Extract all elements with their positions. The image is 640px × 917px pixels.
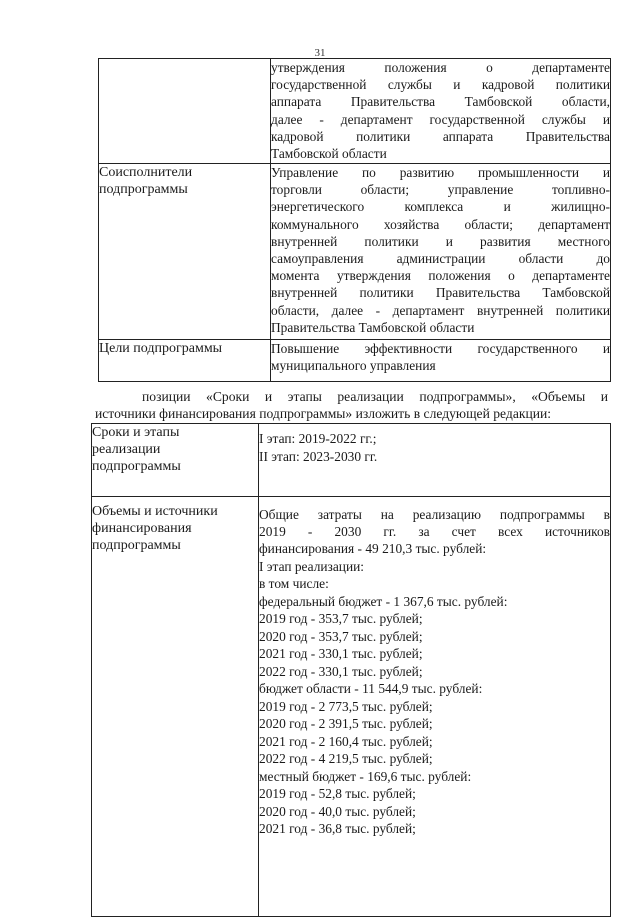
row-value-cell xyxy=(271,340,611,382)
label-line: Сроки и этапы xyxy=(92,425,180,440)
text-line: 2022 год - 330,1 тыс. рублей; xyxy=(259,663,423,679)
text-line: муниципального управления xyxy=(271,358,436,374)
text-line: 2019 год - 2 773,5 тыс. рублей; xyxy=(259,698,433,714)
text-line: Тамбовской области xyxy=(271,146,387,162)
text-line: бюджет области - 11 544,9 тыс. рублей: xyxy=(259,681,483,697)
table-row xyxy=(92,424,611,497)
text-line: 2022 год - 4 219,5 тыс. рублей; xyxy=(259,751,433,767)
text-line: 2019 год - 353,7 тыс. рублей; xyxy=(259,611,423,627)
text-line: 2021 год - 330,1 тыс. рублей; xyxy=(259,646,423,662)
row-value-cell xyxy=(271,59,611,164)
row-label-cell xyxy=(92,497,259,917)
label-line: Соисполнители xyxy=(99,165,193,180)
text-line: 2020 год - 40,0 тыс. рублей; xyxy=(259,803,416,819)
text-line: 2020 год - 353,7 тыс. рублей; xyxy=(259,628,423,644)
text-line: 2019 год - 52,8 тыс. рублей; xyxy=(259,786,416,802)
text-line: Правительства Тамбовской области xyxy=(271,319,475,335)
label-line: подпрограммы xyxy=(92,459,181,474)
label-line: подпрограммы xyxy=(99,182,188,197)
table-row xyxy=(92,497,611,917)
text-line: 2021 год - 2 160,4 тыс. рублей; xyxy=(259,733,433,749)
table-row xyxy=(99,340,611,382)
text-line: аппарата Правительства Тамбовской области, xyxy=(271,94,610,110)
row-label-cell xyxy=(99,164,271,340)
text-line: I этап реализации: xyxy=(259,558,365,574)
table-row xyxy=(99,164,611,340)
subprogram-passport-table-top xyxy=(98,58,611,382)
label-line: подпрограммы xyxy=(92,538,181,553)
text-line: кадровой политики аппарата Правительства xyxy=(271,128,610,144)
text-line: утверждения положения о департаменте xyxy=(271,60,610,75)
text-line: источники финансирования подпрограммы» изложить в следующей редакции: xyxy=(95,406,552,422)
row-label-cell xyxy=(99,340,271,382)
row-value-cell xyxy=(259,497,611,917)
subprogram-passport-table-bottom xyxy=(91,423,611,917)
row-label-cell xyxy=(99,59,271,164)
text-line: энергетического комплекса и жилищно- xyxy=(271,199,610,215)
text-line: 2019 - 2030 гг. за счет всех источников xyxy=(259,524,610,540)
amendment-paragraph xyxy=(95,388,608,423)
text-line: 2020 год - 2 391,5 тыс. рублей; xyxy=(259,716,433,732)
text-line: финансирования - 49 210,3 тыс. рублей: xyxy=(259,541,487,557)
label-line: Объемы и источники xyxy=(92,504,218,519)
text-line: позиции «Сроки и этапы реализации подпрограммы», «Объемы и xyxy=(142,389,608,404)
text-line: I этап: 2019-2022 гг.; xyxy=(259,431,377,446)
text-line: Общие затраты на реализацию подпрограммы в xyxy=(259,507,610,522)
text-line: торговли области; управление топливно- xyxy=(271,182,610,198)
text-line: области, далее - департамент внутренней политики xyxy=(271,302,610,318)
label-line: реализации xyxy=(92,442,161,457)
label-line: финансирования xyxy=(92,521,192,536)
label-line: Цели подпрограммы xyxy=(99,341,223,356)
text-line: внутренней политики и развития местного xyxy=(271,233,610,249)
text-line: далее - департамент государственной службы и xyxy=(271,111,610,127)
row-value-cell xyxy=(271,164,611,340)
text-line: коммунального хозяйства области; департамент xyxy=(271,216,610,232)
text-line: момента утверждения положения о департаменте xyxy=(271,268,610,284)
text-line: 2021 год - 36,8 тыс. рублей; xyxy=(259,821,416,837)
row-label-cell xyxy=(92,424,259,497)
text-line: Повышение эффективности государственного и xyxy=(271,341,610,356)
text-line: в том числе: xyxy=(259,576,329,592)
text-line: федеральный бюджет - 1 367,6 тыс. рублей: xyxy=(259,593,508,609)
page-number: 31 xyxy=(314,47,326,59)
row-value-cell xyxy=(259,424,611,497)
table-row xyxy=(99,59,611,164)
text-line: внутренней политики Правительства Тамбовской xyxy=(271,285,610,301)
text-line: Управление по развитию промышленности и xyxy=(271,165,610,180)
text-line: местный бюджет - 169,6 тыс. рублей: xyxy=(259,768,472,784)
text-line: государственной службы и кадровой политики xyxy=(271,77,610,93)
text-line: II этап: 2023-2030 гг. xyxy=(259,448,378,464)
text-line: самоуправления администрации области до xyxy=(271,251,610,267)
